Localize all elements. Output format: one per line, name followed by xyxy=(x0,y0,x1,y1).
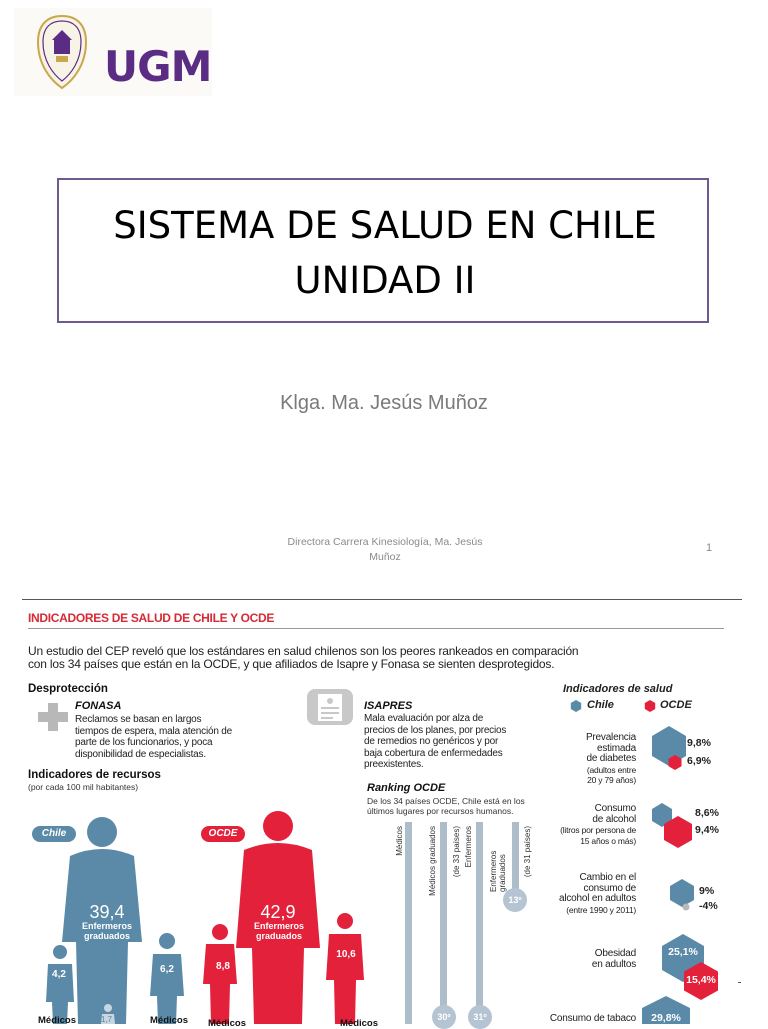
edge-mark xyxy=(738,982,741,983)
recursos-subheading: (por cada 100 mil habitantes) xyxy=(28,782,139,792)
chile-small-value: 1,7 xyxy=(101,1015,113,1024)
chile-legend-hexagon-icon xyxy=(570,700,582,712)
ocde-hexagon-icon xyxy=(668,755,682,770)
logo-text: UGM xyxy=(104,42,212,91)
infographic-title-rule xyxy=(28,628,724,629)
salud-indicator-label xyxy=(520,733,636,786)
salud-label-subline: 20 y 79 años) xyxy=(587,775,636,785)
fonasa-text xyxy=(75,714,275,760)
ranking-position-badge: 31º xyxy=(468,1005,492,1029)
ocde-value: 15,4% xyxy=(686,974,716,986)
chile-enfermeros-label-line: Enfermeros xyxy=(81,921,133,931)
salud-label-line: Cambio en el xyxy=(579,872,636,883)
ocde-value: 9,4% xyxy=(695,824,719,836)
ranking-position-badge: 13º xyxy=(503,888,527,912)
infographic-intro xyxy=(28,645,728,671)
ocde-value: 6,9% xyxy=(687,755,711,767)
document-form-icon xyxy=(306,688,354,726)
fonasa-title: FONASA xyxy=(75,700,122,712)
ranking-column-label: (de 31 países) xyxy=(523,826,532,878)
intro-line-2: con los 34 países que están en la OCDE, y que afiliados de Isapre y Fonasa se sienten desprotegidos. xyxy=(28,657,555,671)
salud-label-line: Consumo xyxy=(594,803,636,814)
salud-label-subline: (adultos entre xyxy=(586,764,636,775)
chile-enfermeros-value: 39,4 xyxy=(89,902,125,922)
salud-label-line: Consumo de tabaco xyxy=(549,1013,636,1024)
salud-heading: Indicadores de salud xyxy=(563,683,673,695)
footer-line-2: Muñoz xyxy=(369,551,401,563)
ocde-enfermeros-label xyxy=(246,921,312,941)
slide-subtitle: UNIDAD II xyxy=(294,259,476,302)
salud-indicator-label xyxy=(520,949,636,970)
ocde-enfermeros-value: 42,9 xyxy=(260,902,296,922)
salud-indicator-label xyxy=(520,1014,636,1025)
fonasa-line: tiempos de espera, mala atención de xyxy=(75,725,232,737)
ocde-enfermeros-label-line: Enfermeros xyxy=(253,921,305,931)
salud-label-line: estimada xyxy=(597,742,636,754)
chile-pill-label: Chile xyxy=(32,826,76,842)
salud-label-subline: (entre 1990 y 2011) xyxy=(566,904,636,915)
chile-value: 8,6% xyxy=(695,807,719,819)
chile-enfermeros-label-line: graduados xyxy=(83,931,130,941)
ranking-column-enfermeros-graduados xyxy=(512,822,519,892)
fonasa-line: Reclamos se basan en largos xyxy=(75,714,202,725)
author-name: Klga. Ma. Jesús Muñoz xyxy=(280,392,488,414)
isapres-line: preexistentes. xyxy=(364,759,424,770)
chile-medicos-graduados-value: 6,2 xyxy=(160,964,174,975)
ocde-legend-hexagon-icon xyxy=(644,700,656,712)
slide-footer xyxy=(270,535,500,565)
ranking-column-label: Médicos xyxy=(395,826,404,856)
isapres-line: baja cobertura de enfermedades xyxy=(364,747,503,759)
ocde-enfermeros-label-line: graduados xyxy=(255,931,302,941)
desproteccion-heading: Desprotección xyxy=(28,683,108,695)
ocde-pill-label: OCDE xyxy=(201,826,245,842)
salud-label-line: de diabetes xyxy=(586,753,636,764)
chile-value: 29,8% xyxy=(651,1012,681,1024)
ranking-column-enfermeros xyxy=(476,822,483,1008)
chile-value: 25,1% xyxy=(668,946,698,958)
ranking-column-label: Enfermeros graduados xyxy=(489,850,507,892)
isapres-line: precios de los planes, por precios xyxy=(364,724,507,736)
university-seal-icon xyxy=(36,14,88,90)
salud-label-line: de alcohol xyxy=(592,813,636,825)
ranking-column-label: Enfermeros xyxy=(464,826,473,868)
recursos-heading: Indicadores de recursos xyxy=(28,769,161,781)
salud-label-line: en adultos xyxy=(591,958,636,970)
figure-label: Médicos xyxy=(208,1018,247,1029)
salud-label-line: alcohol en adultos xyxy=(558,893,636,904)
slide-title: SISTEMA DE SALUD EN CHILE xyxy=(113,204,657,247)
footer-line-1: Directora Carrera Kinesiología, Ma. Jesús xyxy=(287,536,483,548)
salud-label-line: Obesidad xyxy=(594,948,636,959)
ocde-hexagon-icon xyxy=(663,816,693,848)
fonasa-line: parte de los funcionarios, y poca xyxy=(75,737,213,748)
salud-label-subline: 15 años o más) xyxy=(580,835,636,846)
legend-chile: Chile xyxy=(587,699,614,711)
isapres-title: ISAPRES xyxy=(364,700,413,712)
chile-medicos-value: 4,2 xyxy=(52,969,66,980)
salud-indicator-label xyxy=(520,804,636,846)
ocde-medicos-value: 8,8 xyxy=(216,961,230,972)
ranking-position-badge: 30º xyxy=(432,1005,456,1029)
salud-label-line: Prevalencia xyxy=(585,732,636,743)
ranking-column-medicos-graduados xyxy=(440,822,447,1008)
ranking-column-medicos xyxy=(405,822,412,1024)
salud-label-subline: (litros por persona de xyxy=(560,825,636,835)
legend-ocde: OCDE xyxy=(660,699,692,711)
figure-label: Médicos xyxy=(150,1015,189,1026)
fonasa-line: disponibilidad de especialistas. xyxy=(75,748,206,760)
ocde-hexagon-icon xyxy=(682,903,690,911)
infographic-top-rule xyxy=(22,599,742,600)
salud-label-line: consumo de xyxy=(583,882,636,894)
salud-indicator-label xyxy=(520,873,636,915)
chile-value: 9% xyxy=(699,885,715,897)
isapres-line: de remedios no genéricos y por xyxy=(364,736,499,747)
figure-label: Médicos xyxy=(38,1015,77,1026)
figure-label: Médicos xyxy=(340,1018,379,1029)
chile-enfermeros-label xyxy=(74,921,140,941)
page-number: 1 xyxy=(706,542,713,554)
chile-value: 9,8% xyxy=(687,737,711,749)
slide-title-box xyxy=(57,178,709,323)
ranking-column-label: Médicos graduados xyxy=(428,826,437,896)
ranking-heading: Ranking OCDE xyxy=(367,782,446,794)
ranking-description-line: últimos lugares por recursos humanos. xyxy=(367,806,514,816)
ranking-column-label: (de 33 países) xyxy=(452,826,461,878)
intro-line-1: Un estudio del CEP reveló que los estándares en salud chilenos son los peores rankeados en comparación xyxy=(28,644,579,658)
university-logo xyxy=(14,8,212,96)
isapres-line: Mala evaluación por alza de xyxy=(364,713,484,724)
ocde-medicos-graduados-value: 10,6 xyxy=(336,949,356,960)
ranking-description-line: De los 34 países OCDE, Chile está en los xyxy=(367,796,525,806)
infographic-title: INDICADORES DE SALUD DE CHILE Y OCDE xyxy=(28,611,275,625)
plus-cross-icon xyxy=(38,703,68,731)
ocde-value: -4% xyxy=(699,900,718,912)
